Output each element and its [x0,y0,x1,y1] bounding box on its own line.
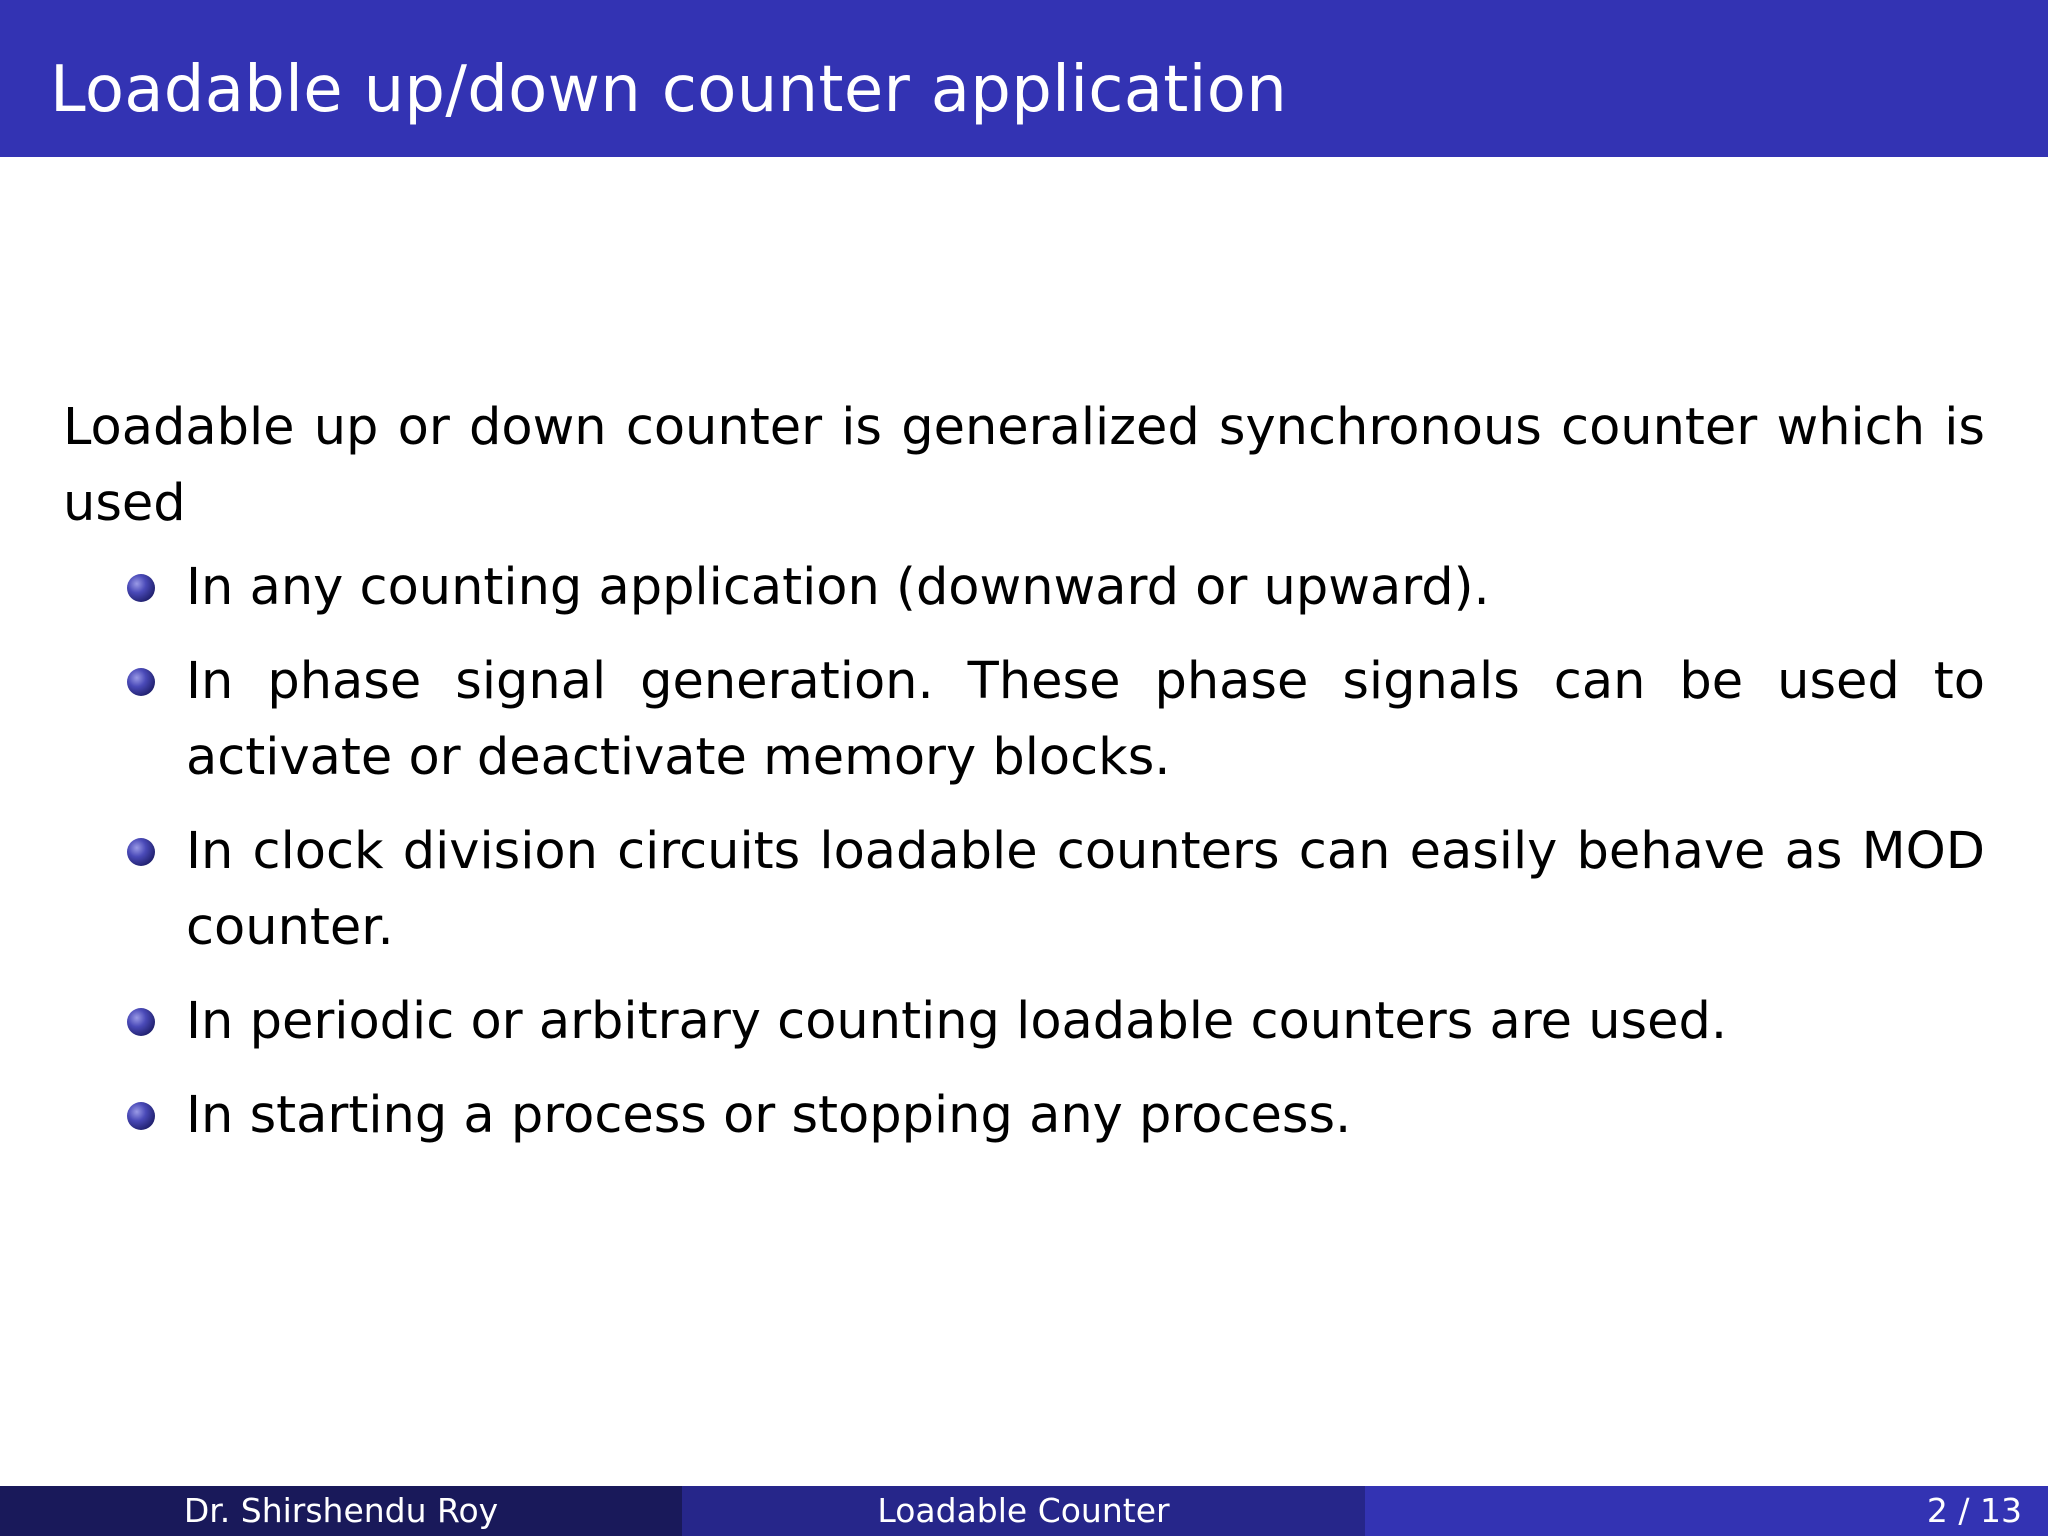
bullet-list [63,550,1985,1154]
bullet-text: In clock division circuits loadable counters can easily behave as MOD counter. [186,822,1985,957]
bullet-dot-icon [127,1008,155,1036]
bullet-item [63,644,1985,796]
slide-footer [0,1486,2048,1536]
bullet-dot-icon [127,1102,155,1130]
bullet-text: In starting a process or stopping any process. [186,1086,1352,1145]
bullet-dot-icon [127,574,155,602]
bullet-item [63,1078,1985,1154]
footer-topic: Loadable Counter [682,1486,1365,1536]
bullet-item [63,984,1985,1060]
bullet-text: In any counting application (downward or upward). [186,558,1490,617]
slide-title-bar [0,0,2048,157]
bullet-text: In phase signal generation. These phase signals can be used to activate or deactivate memory blocks. [186,652,1985,787]
bullet-dot-icon [127,838,155,866]
footer-page-number: 2 / 13 [1365,1486,2048,1536]
bullet-item [63,814,1985,966]
slide-content [63,390,1985,1172]
intro-paragraph: Loadable up or down counter is generalized synchronous counter which is used [63,398,1985,533]
slide-title: Loadable up/down counter application [50,53,1288,127]
bullet-dot-icon [127,668,155,696]
bullet-text: In periodic or arbitrary counting loadable counters are used. [186,992,1728,1051]
bullet-item [63,550,1985,626]
footer-author: Dr. Shirshendu Roy [0,1486,682,1536]
